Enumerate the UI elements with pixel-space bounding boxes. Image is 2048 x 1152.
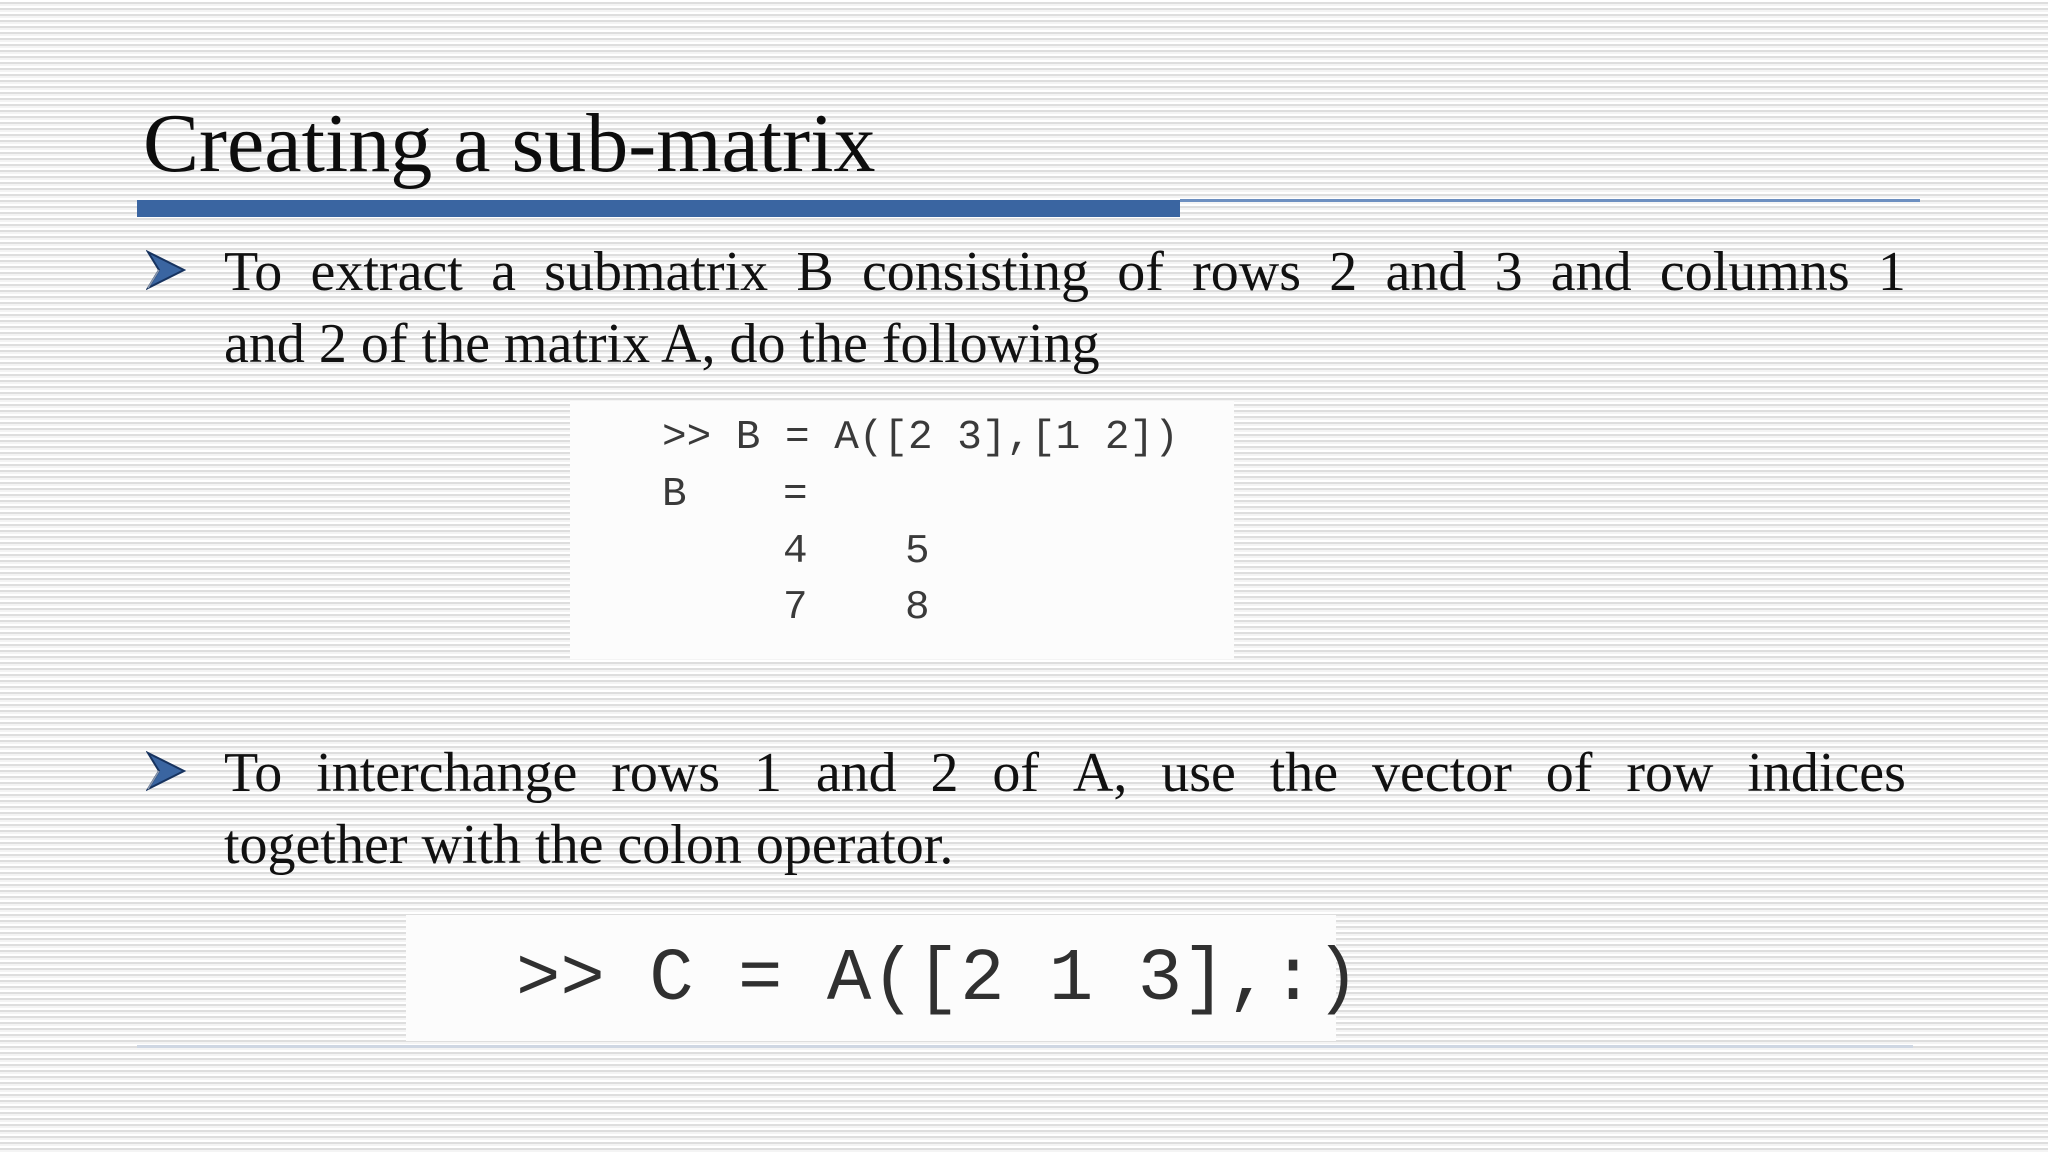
bullet-line-1 xyxy=(224,236,1906,308)
matrix-cell: 5 xyxy=(905,529,930,575)
bullet-word: 3 xyxy=(1494,241,1523,303)
matrix-cell: 7 xyxy=(783,585,808,631)
bullet-word: of xyxy=(1117,241,1164,303)
code-result-name: B xyxy=(662,472,687,518)
bullet-word: and xyxy=(1550,241,1632,303)
matrix-cell: 8 xyxy=(905,585,930,631)
code-example-row-interchange xyxy=(406,915,1360,1041)
bullet-line-2: together with the colon operator. xyxy=(224,814,954,876)
bullet-word: of xyxy=(992,742,1040,804)
bullet-word: indices xyxy=(1747,742,1906,804)
bullet-word: 2 xyxy=(1329,241,1358,303)
bullet-word: B xyxy=(796,241,834,303)
bullet-word: To xyxy=(224,742,283,804)
bullet-word: columns xyxy=(1659,241,1850,303)
bullet-word: consisting xyxy=(861,241,1090,303)
bullet-word: vector xyxy=(1372,742,1512,804)
bullet-word: use xyxy=(1161,742,1236,804)
bullet-word: the xyxy=(1269,742,1339,804)
bullet-text-extract xyxy=(224,236,1906,380)
bullet-word: row xyxy=(1626,742,1714,804)
bullet-line-1 xyxy=(224,737,1906,809)
bullet-word: and xyxy=(1385,241,1467,303)
code-command: >> C = A([2 1 3],:) xyxy=(516,938,1360,1022)
bullet-word: rows xyxy=(611,742,721,804)
slide-title: Creating a sub-matrix xyxy=(143,97,876,190)
code-result-equals: = xyxy=(783,472,808,518)
arrowhead-bullet-icon xyxy=(146,747,186,795)
bullet-text-interchange xyxy=(224,737,1906,881)
bullet-word: extract xyxy=(310,241,463,303)
bullet-word: 1 xyxy=(1877,241,1906,303)
code-command: >> B = A([2 3],[1 2]) xyxy=(662,415,1179,461)
bullet-word: 2 xyxy=(930,742,959,804)
bullet-word: and xyxy=(815,742,897,804)
matrix-cell: 4 xyxy=(783,529,808,575)
arrowhead-bullet-icon xyxy=(146,246,186,294)
bullet-word: interchange xyxy=(316,742,578,804)
bullet-word: A, xyxy=(1072,742,1128,804)
bullet-word: submatrix xyxy=(544,241,769,303)
bullet-word: rows xyxy=(1192,241,1302,303)
code-example-submatrix xyxy=(570,401,1234,659)
title-underline-thin xyxy=(1180,199,1920,202)
bullet-line-2: and 2 of the matrix A, do the following xyxy=(224,313,1100,375)
bullet-word: of xyxy=(1545,742,1593,804)
bullet-word: 1 xyxy=(753,742,782,804)
bullet-word: a xyxy=(491,241,516,303)
title-underline-thick xyxy=(137,200,1180,217)
bottom-divider xyxy=(137,1045,1913,1048)
bullet-word: To xyxy=(224,241,283,303)
